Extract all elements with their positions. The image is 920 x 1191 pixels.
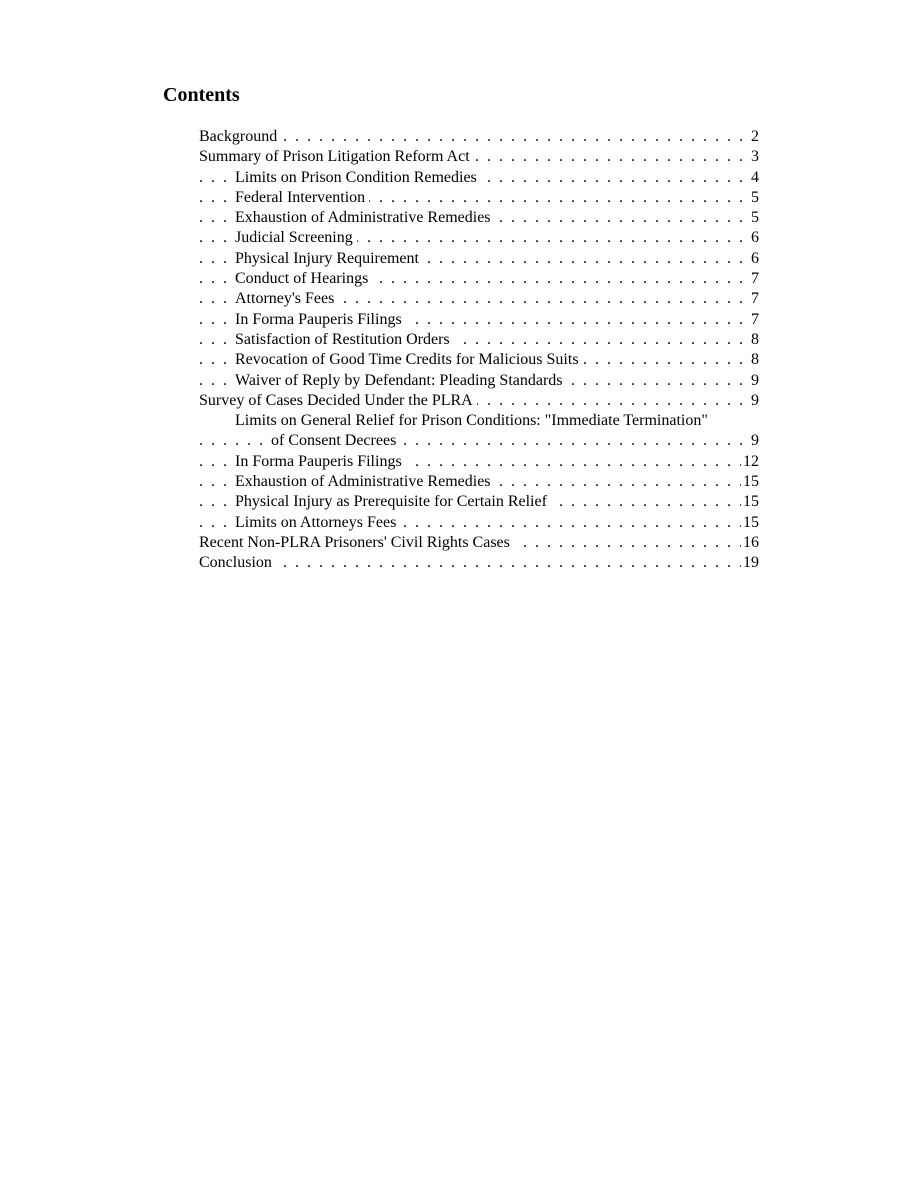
toc-entry-page: 16 bbox=[741, 533, 759, 553]
toc-entry[interactable] bbox=[199, 289, 759, 309]
toc-entry[interactable] bbox=[199, 350, 759, 370]
toc-entry-page: 12 bbox=[741, 452, 759, 472]
toc-entry-title: In Forma Pauperis Filings bbox=[235, 453, 406, 470]
toc-entry[interactable] bbox=[199, 228, 759, 248]
toc-entry-title: Judicial Screening bbox=[235, 229, 357, 246]
toc-entry-page: 9 bbox=[749, 371, 759, 391]
toc-entry[interactable] bbox=[199, 411, 759, 431]
toc-entry-title: Physical Injury as Prerequisite for Certain Relief bbox=[235, 493, 551, 510]
table-of-contents bbox=[199, 127, 759, 574]
toc-entry[interactable] bbox=[199, 533, 759, 553]
toc-entry[interactable] bbox=[199, 249, 759, 269]
toc-entry-continuation[interactable] bbox=[199, 431, 759, 451]
toc-entry-page: 9 bbox=[749, 391, 759, 411]
toc-entry-page: 9 bbox=[749, 431, 759, 451]
toc-entry-title: Limits on General Relief for Prison Conditions: "Immediate Termination" bbox=[235, 412, 712, 429]
toc-entry-page: 6 bbox=[749, 228, 759, 248]
toc-entry-title: Waiver of Reply by Defendant: Pleading Standards bbox=[235, 372, 567, 389]
dot-leader bbox=[199, 127, 759, 147]
toc-entry[interactable] bbox=[199, 269, 759, 289]
toc-entry-page: 4 bbox=[749, 168, 759, 188]
toc-entry[interactable] bbox=[199, 188, 759, 208]
toc-entry-title: Satisfaction of Restitution Orders bbox=[235, 331, 454, 348]
toc-entry[interactable] bbox=[199, 127, 759, 147]
toc-entry[interactable] bbox=[199, 310, 759, 330]
toc-entry-page: 19 bbox=[741, 553, 759, 573]
toc-entry-title: Exhaustion of Administrative Remedies bbox=[235, 209, 495, 226]
toc-entry-title: Limits on Prison Condition Remedies bbox=[235, 169, 481, 186]
toc-entry[interactable] bbox=[199, 452, 759, 472]
contents-heading: Contents bbox=[163, 84, 240, 106]
toc-entry-title: In Forma Pauperis Filings bbox=[235, 311, 406, 328]
toc-entry-page: 8 bbox=[749, 330, 759, 350]
toc-entry[interactable] bbox=[199, 553, 759, 573]
toc-entry-title: Physical Injury Requirement bbox=[235, 250, 423, 267]
toc-entry-title: Attorney's Fees bbox=[235, 290, 338, 307]
toc-entry-page: 7 bbox=[749, 269, 759, 289]
toc-entry[interactable] bbox=[199, 330, 759, 350]
toc-entry-page: 6 bbox=[749, 249, 759, 269]
toc-entry[interactable] bbox=[199, 371, 759, 391]
toc-entry-page: 15 bbox=[741, 492, 759, 512]
toc-entry[interactable] bbox=[199, 492, 759, 512]
toc-entry-title: Conduct of Hearings bbox=[235, 270, 372, 287]
toc-entry-page: 15 bbox=[741, 472, 759, 492]
toc-entry-title: Federal Intervention bbox=[235, 189, 369, 206]
toc-entry-title-continuation: of Consent Decrees bbox=[271, 432, 400, 449]
toc-entry-title: Conclusion bbox=[199, 554, 276, 571]
toc-entry-page: 7 bbox=[749, 289, 759, 309]
toc-entry-title: Recent Non-PLRA Prisoners' Civil Rights Cases bbox=[199, 534, 514, 551]
toc-entry-title: Exhaustion of Administrative Remedies bbox=[235, 473, 495, 490]
toc-entry[interactable] bbox=[199, 391, 759, 411]
toc-entry[interactable] bbox=[199, 208, 759, 228]
toc-entry-title: Summary of Prison Litigation Reform Act bbox=[199, 148, 474, 165]
toc-entry-page: 7 bbox=[749, 310, 759, 330]
toc-entry-page: 15 bbox=[741, 513, 759, 533]
toc-entry[interactable] bbox=[199, 513, 759, 533]
toc-entry-page: 8 bbox=[749, 350, 759, 370]
toc-entry-title: Background bbox=[199, 128, 281, 145]
dot-leader bbox=[199, 553, 759, 573]
toc-entry-page: 5 bbox=[749, 208, 759, 228]
toc-entry[interactable] bbox=[199, 168, 759, 188]
toc-entry-title: Revocation of Good Time Credits for Malicious Suits bbox=[235, 351, 583, 368]
toc-entry-title: Limits on Attorneys Fees bbox=[235, 514, 400, 531]
toc-entry-page: 2 bbox=[749, 127, 759, 147]
toc-entry[interactable] bbox=[199, 472, 759, 492]
toc-entry-title: Survey of Cases Decided Under the PLRA bbox=[199, 392, 477, 409]
toc-entry-page: 5 bbox=[749, 188, 759, 208]
toc-entry[interactable] bbox=[199, 147, 759, 167]
toc-entry-page: 3 bbox=[749, 147, 759, 167]
